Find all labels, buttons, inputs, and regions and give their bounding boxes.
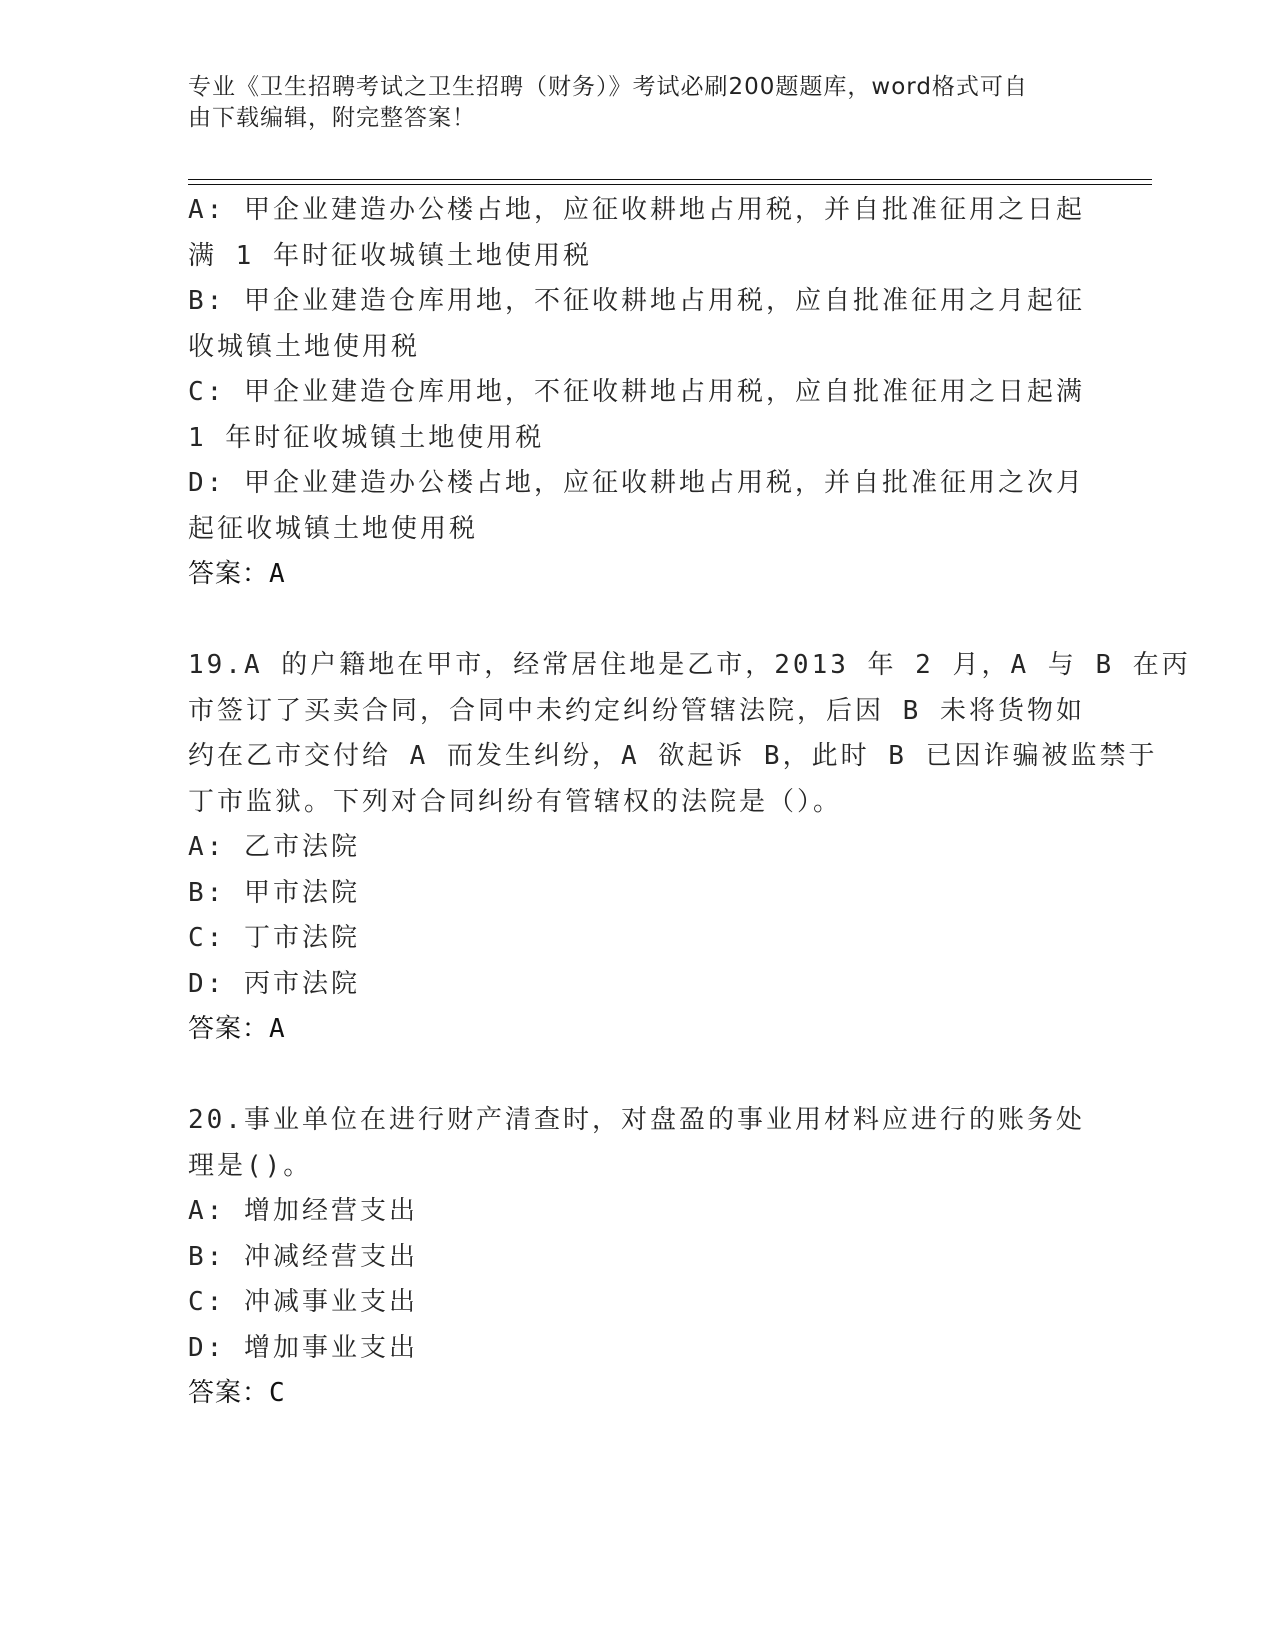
- question-stem-line-2: 市签订了买卖合同，合同中未约定纠纷管辖法院，后因 B 未将货物如: [188, 695, 1085, 726]
- header-rule-bottom: [188, 184, 1152, 185]
- header-rule-top: [188, 179, 1152, 180]
- question-content: [188, 188, 1191, 1417]
- option-d: D: 丙市法院: [188, 968, 360, 999]
- option-a-line-1: A: 甲企业建造办公楼占地，应征收耕地占用税，并自批准征用之日起: [188, 195, 1085, 225]
- question-stem-line-1: 20.事业单位在进行财产清查时，对盘盈的事业用材料应进行的账务处: [188, 1105, 1085, 1135]
- option-c-line-1: C: 甲企业建造仓库用地，不征收耕地占用税，应自批准征用之日起满: [188, 377, 1085, 407]
- option-a-line-2: 满 1 年时征收城镇土地使用税: [188, 240, 592, 271]
- answer-label: 答案：: [188, 1378, 270, 1408]
- answer-label: 答案：: [188, 559, 270, 589]
- option-d-line-2: 起征收城镇土地使用税: [188, 513, 479, 544]
- answer-18: [188, 552, 1088, 598]
- question-stem-line-3: 约在乙市交付给 A 而发生纠纷，A 欲起诉 B，此时 B 已因诈骗被监禁于: [188, 741, 1158, 771]
- option-d-line-1: D: 甲企业建造办公楼占地，应征收耕地占用税，并自批准征用之次月: [188, 468, 1085, 498]
- option-c: C: 丁市法院: [188, 923, 360, 953]
- option-b-line-2: 收城镇土地使用税: [188, 331, 421, 362]
- header-line-2: 由下载编辑，附完整答案！: [188, 105, 476, 131]
- option-d: D: 增加事业支出: [188, 1332, 418, 1363]
- option-a: A: 增加经营支出: [188, 1196, 418, 1226]
- answer-label: 答案：: [188, 1014, 270, 1044]
- answer-value: A: [269, 1014, 286, 1044]
- header-line-1: 专业《卫生招聘考试之卫生招聘（财务）》考试必刷200题题库，word格式可自: [188, 74, 1028, 100]
- question-19: [188, 643, 1191, 1053]
- question-stem-line-4: 丁市监狱。下列对合同纠纷有管辖权的法院是（）。: [188, 786, 843, 817]
- answer-20: [188, 1371, 1088, 1417]
- option-a: A: 乙市法院: [188, 832, 360, 862]
- question-stem-line-1: 19.A 的户籍地在甲市，经常居住地是乙市，2013 年 2 月，A 与 B 在丙: [188, 650, 1191, 680]
- answer-value: A: [269, 559, 286, 589]
- page-header: [188, 72, 1068, 134]
- option-c: C: 冲减事业支出: [188, 1287, 418, 1317]
- option-b-line-1: B: 甲企业建造仓库用地，不征收耕地占用税，应自批准征用之月起征: [188, 286, 1085, 316]
- answer-value: C: [269, 1378, 286, 1408]
- option-c-line-2: 1 年时征收城镇土地使用税: [188, 422, 545, 453]
- option-b: B: 冲减经营支出: [188, 1241, 418, 1272]
- question-stem-line-2: 理是()。: [188, 1150, 313, 1181]
- question-18-options: [188, 188, 1088, 598]
- option-b: B: 甲市法院: [188, 877, 360, 908]
- answer-19: [188, 1007, 1088, 1053]
- question-20: [188, 1098, 1088, 1417]
